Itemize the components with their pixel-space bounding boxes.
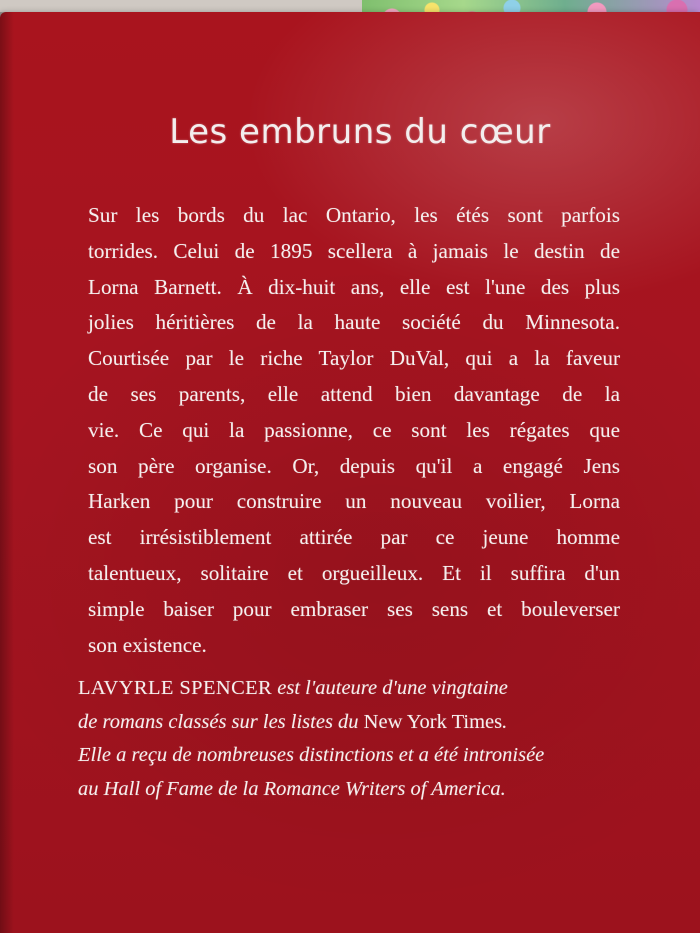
author-bio-text: .	[502, 710, 508, 733]
blurb-line: Lorna Barnett. À dix-huit ans, elle est l'une des plus	[88, 274, 620, 299]
blurb-line: talentueux, solitaire et orgueilleux. Et il suffira d'un	[88, 560, 620, 585]
newspaper-name: New York Times	[363, 710, 503, 733]
author-name: LAVYRLE SPENCER	[78, 677, 273, 699]
blurb-line: jolies héritières de la haute société du Minnesota.	[88, 310, 620, 335]
blurb-line: est irrésistiblement attirée par ce jeune homme	[88, 525, 620, 550]
blurb-line: de ses parents, elle attend bien davantage de la	[88, 381, 620, 406]
blurb-line: son existence.	[88, 632, 207, 657]
book-blurb	[88, 198, 620, 663]
blurb-line: torrides. Celui de 1895 scellera à jamais le destin de	[88, 238, 620, 263]
blurb-line: Sur les bords du lac Ontario, les étés sont parfois	[88, 203, 620, 227]
blurb-line: Harken pour construire un nouveau voilier, Lorna	[88, 489, 620, 514]
book-back-cover	[0, 12, 700, 933]
author-bio-line	[78, 706, 638, 740]
author-bio-line: Elle a reçu de nombreuses distinctions et a été intronisée	[78, 744, 545, 766]
author-bio	[78, 672, 638, 806]
book-title: Les embruns du cœur	[169, 112, 551, 152]
blurb-line: vie. Ce qui la passionne, ce sont les régates que	[88, 417, 620, 442]
author-bio-line: au Hall of Fame de la Romance Writers of America.	[78, 777, 506, 800]
author-bio-line	[78, 672, 638, 706]
blurb-line: son père organise. Or, depuis qu'il a engagé Jens	[88, 453, 620, 478]
blurb-line: simple baiser pour embraser ses sens et bouleverser	[88, 596, 620, 621]
blurb-line: Courtisée par le riche Taylor DuVal, qui a la faveur	[88, 346, 620, 371]
author-bio-text: de romans classés sur les listes du	[78, 710, 364, 733]
author-bio-text: est l'auteure d'une vingtaine	[272, 677, 508, 699]
